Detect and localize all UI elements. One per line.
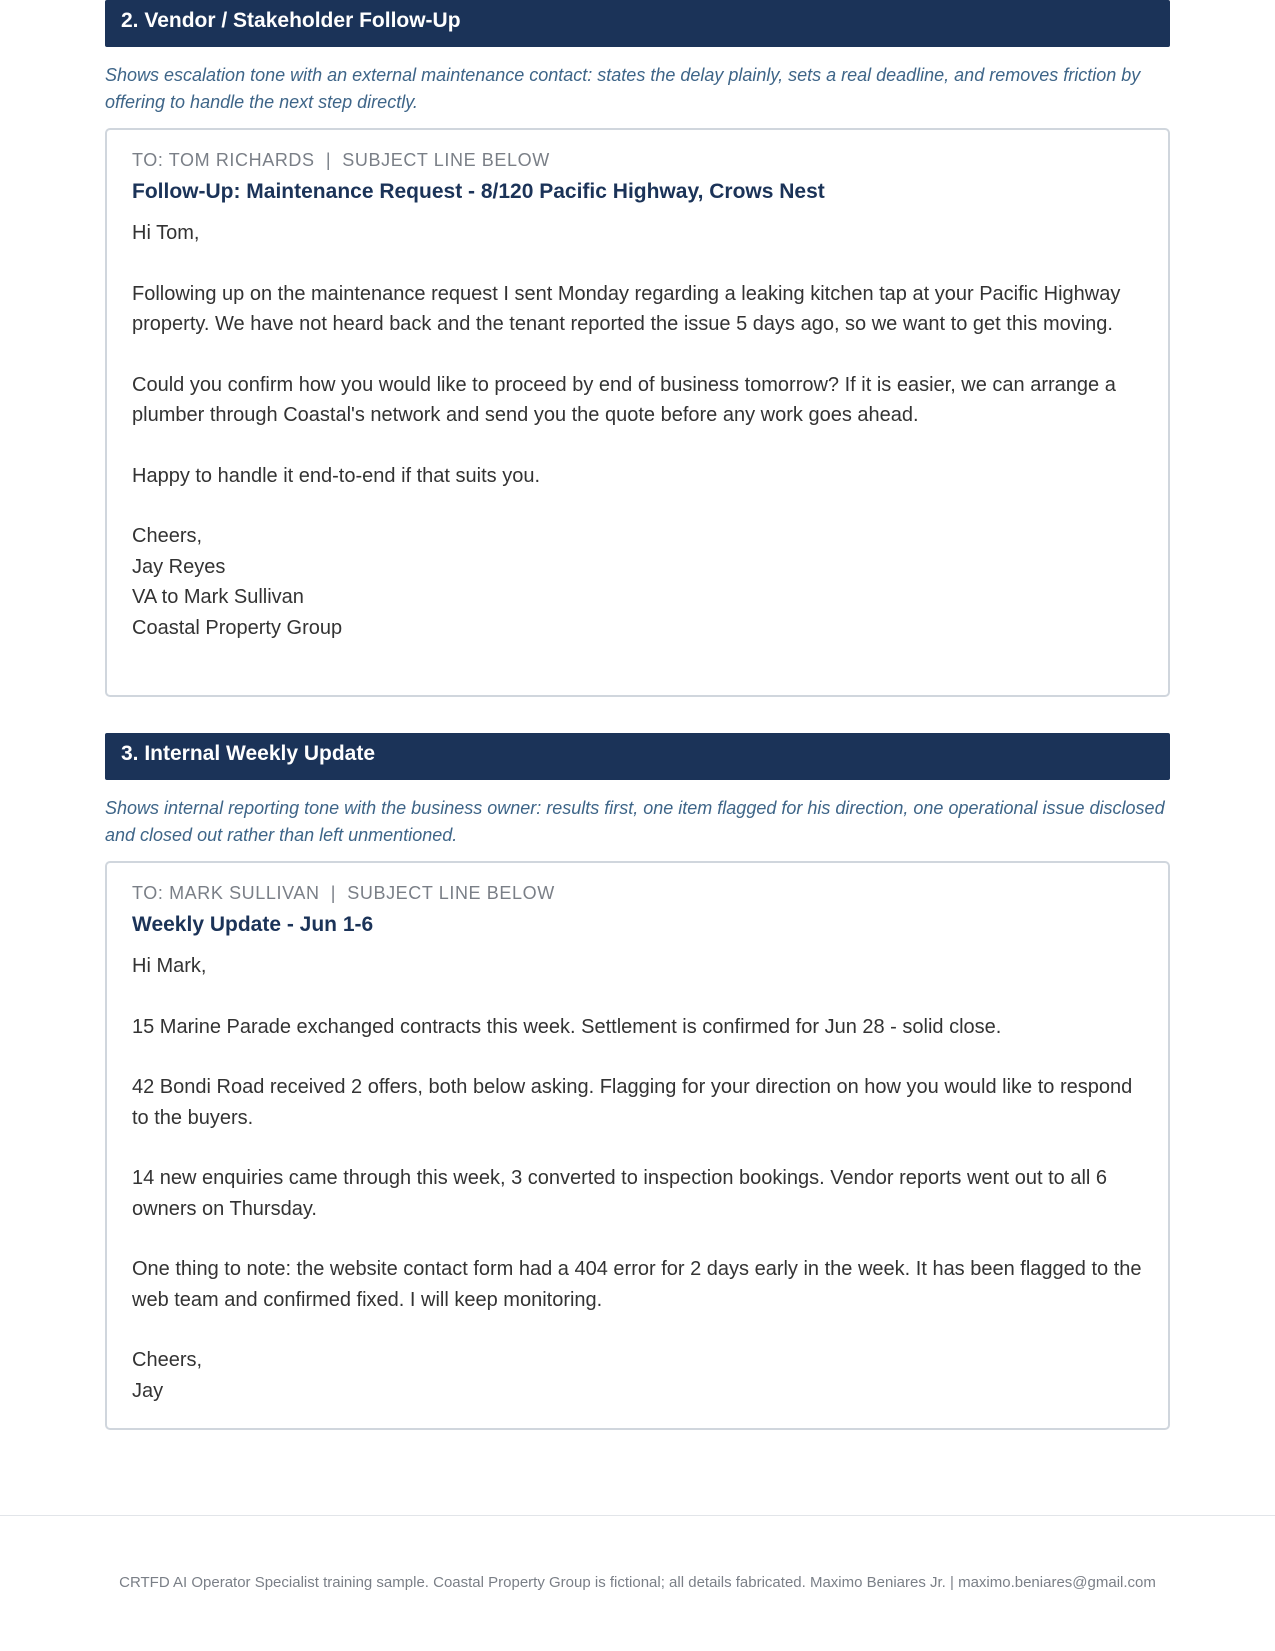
email-greeting: Hi Mark, [132,955,207,977]
section-internal-weekly-update [105,733,1170,1430]
email-sample-card [105,128,1170,697]
signature-line: Coastal Property Group [132,616,343,639]
email-paragraph: Happy to handle it end-to-end if that suits you. [132,464,541,487]
footer-divider [0,1515,1275,1516]
email-subject-line: Follow-Up: Maintenance Request - 8/120 Pacific Highway, Crows Nest [132,180,825,203]
email-subject-line: Weekly Update - Jun 1-6 [132,913,374,936]
signature-line: Cheers, [132,525,203,547]
email-paragraph: One thing to note: the website contact form had a 404 error for 2 days early in the week. It has been flagged to the web team and confirmed fixed. I will keep monitoring. [132,1258,1142,1311]
email-recipient-meta: TO: TOM RICHARDS | SUBJECT LINE BELOW [132,150,550,170]
section-description: Shows internal reporting tone with the business owner: results first, one item flagged for his direction, one operational issue disclosed and closed out rather than left unmentioned. [105,798,1165,845]
email-body [132,218,1144,643]
email-signature [132,521,1144,643]
email-paragraph: 42 Bondi Road received 2 offers, both below asking. Flagging for your direction on how you would like to respond to the buyers. [132,1076,1133,1129]
section-description: Shows escalation tone with an external maintenance contact: states the delay plainly, sets a real deadline, and removes friction by offering to handle the next step directly. [105,65,1141,112]
email-paragraph: Could you confirm how you would like to proceed by end of business tomorrow? If it is easier, we can arrange a plumber through Coastal's network and send you the quote before any work goes ahead. [132,373,1116,426]
email-body [132,951,1144,1406]
section-header: 3. Internal Weekly Update [105,733,1170,780]
email-paragraph: Following up on the maintenance request I sent Monday regarding a leaking kitchen tap at your Pacific Highway property. We have not heard back and the tenant reported the issue 5 days ago, so we want to get this moving. [132,282,1121,335]
email-recipient-meta: TO: MARK SULLIVAN | SUBJECT LINE BELOW [132,883,555,903]
signature-line: Cheers, [132,1349,203,1371]
section-header: 2. Vendor / Stakeholder Follow-Up [105,0,1170,47]
email-paragraph: 15 Marine Parade exchanged contracts this week. Settlement is confirmed for Jun 28 - solid close. [132,1015,1002,1038]
signature-line: Jay [132,1379,164,1402]
signature-line: Jay Reyes [132,555,226,578]
section-vendor-follow-up [105,0,1170,697]
signature-line: VA to Mark Sullivan [132,586,304,608]
email-sample-card [105,861,1170,1430]
page-footer: CRTFD AI Operator Specialist training sample. Coastal Property Group is fictional; all details fabricated. Maximo Beniares Jr. | maximo.beniares@gmail.com [119,1574,1156,1591]
email-paragraph: 14 new enquiries came through this week, 3 converted to inspection bookings. Vendor reports went out to all 6 owners on Thursday. [132,1167,1108,1220]
email-signature [132,1345,1144,1406]
email-greeting: Hi Tom, [132,222,200,244]
